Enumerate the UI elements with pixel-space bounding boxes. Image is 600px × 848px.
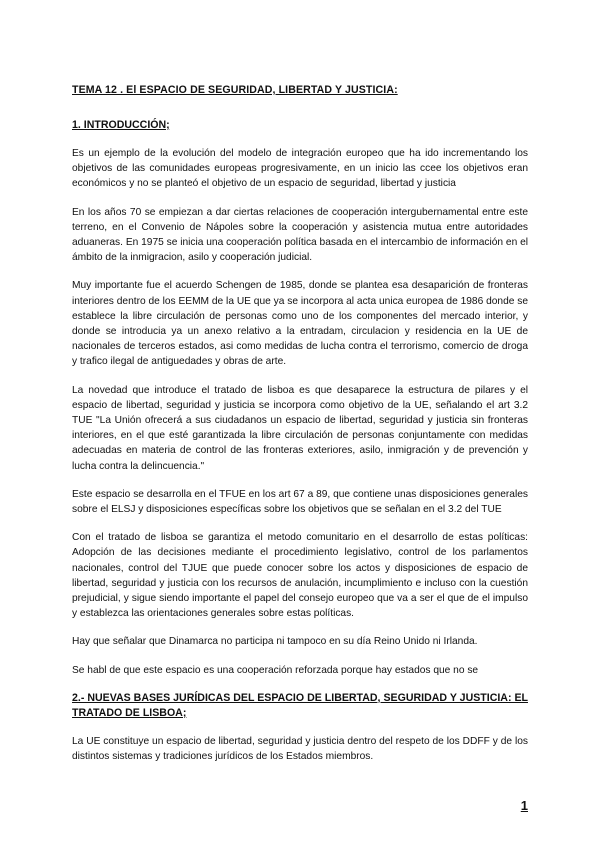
- page-number: 1: [520, 798, 528, 813]
- section-heading-introduccion: 1. INTRODUCCIÓN;: [72, 119, 170, 131]
- paragraph-4: La novedad que introduce el tratado de lisboa es que desaparece la estructura de pilares y el espacio de libertad, seguridad y justicia se incorpora como objetivo de la UE, señalando el art 3.2 TUE "La Unión ofrecerá a sus ciudadanos un espacio de libertad, seguridad y justicia sin fronteras interiores, en el que esté garantizada la libre circulación de personas conjuntamente con medidas adecuadas en materia de control de las fronteras exteriores, asilo, inmigración y de prevención y lucha contra la delincuencia.": [72, 384, 528, 472]
- paragraph-1: Es un ejemplo de la evolución del modelo de integración europeo que ha ido incrementando los objetivos de las comunidades europeas progresivamente, en un inicio las ccee los objetivos eran económicos y no se planteó el objetivo de un espacio de seguridad, libertad y justicia: [72, 148, 528, 190]
- document-title: TEMA 12 . El ESPACIO DE SEGURIDAD, LIBERTAD Y JUSTICIA:: [72, 84, 398, 96]
- paragraph-5: Este espacio se desarrolla en el TFUE en los art 67 a 89, que contiene unas disposiciones generales sobre el ELSJ y disposiciones específicas sobre los objetivos que se señalan en el 3.2 del TUE: [72, 488, 528, 516]
- section-heading-nuevas-bases: 2.- NUEVAS BASES JURÍDICAS DEL ESPACIO DE LIBERTAD, SEGURIDAD Y JUSTICIA: EL TRATADO DE LISBOA;: [72, 691, 528, 719]
- paragraph-3: Muy importante fue el acuerdo Schengen de 1985, donde se plantea esa desaparición de fronteras interiores dentro de los EEMM de la UE que ya se incorpora al acta unica europea de 1986 donde se establece la libre circulación de personas como uno de los componentes del mercado interior, y donde se introducia ya un anexo relativo a la entradam, circulacion y residencia en la UE de nacionales de terceros estados, asi como medidas de lucha contra el terrorismo, comercio de droga y trafico ilegal de antiguedades y obras de arte.: [72, 280, 528, 368]
- paragraph-2: En los años 70 se empiezan a dar ciertas relaciones de cooperación intergubernamental entre este terreno, en el Convenio de Nápoles sobre la cooperación y asistencia mutua entre autoridades aduaneras. En 1975 se inicia una cooperación política basada en el intercambio de información en el ámbito de la inmigracion, asilo y cooperación judicial.: [72, 206, 528, 264]
- paragraph-7: Hay que señalar que Dinamarca no participa ni tampoco en su día Reino Unido ni Irlanda.: [72, 636, 478, 648]
- paragraph-9: La UE constituye un espacio de libertad, seguridad y justicia dentro del respeto de los DDFF y de los distintos sistemas y tradiciones jurídicos de los Estados miembros.: [72, 735, 528, 763]
- paragraph-8: Se habl de que este espacio es una cooperación reforzada porque hay estados que no se: [72, 664, 479, 676]
- paragraph-6: Con el tratado de lisboa se garantiza el metodo comunitario en el desarrollo de estas políticas: Adopción de las decisiones mediante el procedimiento legislativo, control de los parlamentos nacionales, control del TJUE que puede conocer sobre los actos y disposiciones de espacio de libertad, seguridad y justicia con los recursos de anulación, incumplimiento e incluso con la cuestión prejudicial, y sigue siendo importante el papel del consejo europeo que va a ser el que de el impulso y establezca las orientaciones generales sobre estas políticas.: [72, 532, 528, 620]
